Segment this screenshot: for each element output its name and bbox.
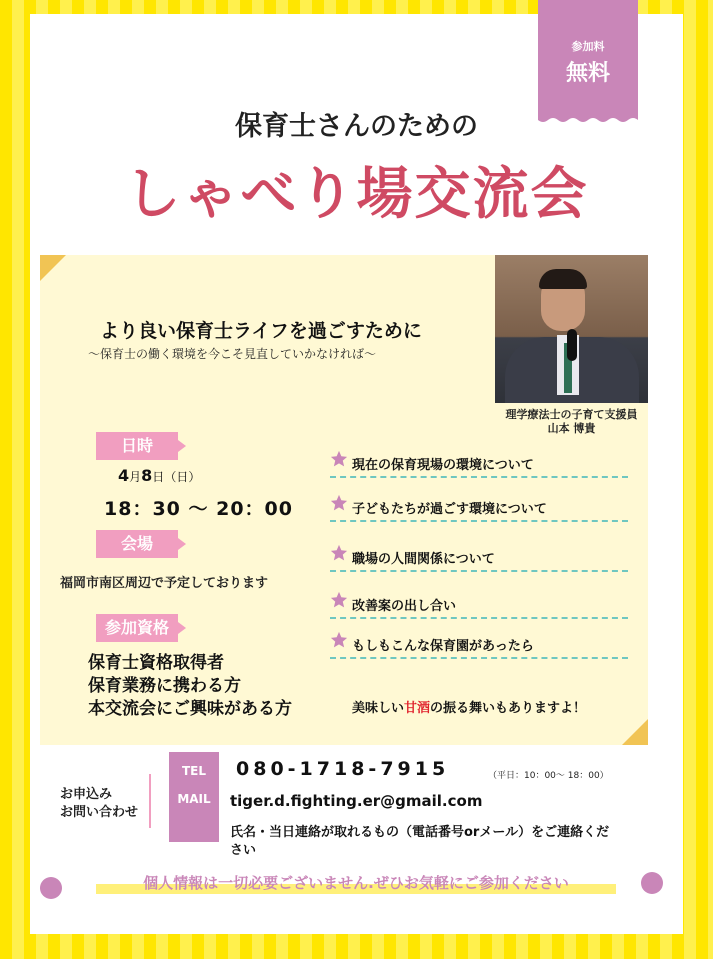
amazake-post: の振る舞いもありますよ！ xyxy=(430,701,587,716)
venue-label xyxy=(96,530,178,558)
corner-fold-bottom xyxy=(622,719,648,745)
datetime-label xyxy=(96,432,178,460)
topic-item xyxy=(330,452,628,478)
fee-value: 無料 xyxy=(565,61,610,86)
star-icon xyxy=(330,591,348,609)
datetime-label-text: 日時 xyxy=(120,436,153,455)
qualification-item: 本交流会にご興味がある方 xyxy=(88,699,292,719)
tel-label: TEL xyxy=(181,764,207,778)
venue-label-text: 会場 xyxy=(120,534,153,553)
topic-text: 改善案の出し合い xyxy=(352,599,457,614)
star-icon xyxy=(330,450,348,468)
corner-fold-top xyxy=(40,255,66,281)
amazake-highlight: 甘酒 xyxy=(404,701,431,716)
fee-label: 参加料 xyxy=(571,40,605,53)
qualification-item: 保育業務に携わる方 xyxy=(88,676,241,696)
contact-note: 氏名・当日連絡が取れるもの（電話番号orメール）をご連絡ください xyxy=(230,825,610,858)
free-badge xyxy=(538,0,638,118)
amazake-pre: 美味しい xyxy=(352,701,405,716)
theme-title: より良い保育士ライフを過ごすために xyxy=(100,320,422,342)
topic-text: 現在の保育現場の環境について xyxy=(352,458,534,473)
page-title: しゃべり場交流会 xyxy=(124,162,589,227)
date-weekday: （日） xyxy=(164,470,201,484)
qualification-item: 保育士資格取得者 xyxy=(88,653,224,673)
email-address[interactable]: tiger.d.fighting.er@gmail.com xyxy=(230,792,483,810)
date-month-unit: 月 xyxy=(129,470,142,484)
inquiry-line: お申込み xyxy=(60,787,113,802)
topic-item xyxy=(330,633,628,659)
tel-hours: （平日：10：00～ 18：00） xyxy=(488,771,609,781)
star-icon xyxy=(330,494,348,512)
qualification-list xyxy=(88,652,292,721)
event-date xyxy=(118,466,200,485)
topic-text: 職場の人間関係について xyxy=(352,552,495,567)
topic-text: 子どもたちが過ごす環境について xyxy=(352,502,547,517)
footer-text: 個人情報は一切必要ございません.ぜひお気軽にご参加ください xyxy=(143,874,569,892)
speaker-caption xyxy=(495,408,648,436)
speaker-name: 山本 博貴 xyxy=(547,422,596,435)
date-day-unit: 日 xyxy=(152,470,165,484)
qualification-label xyxy=(96,614,178,642)
mail-label: MAIL xyxy=(177,792,211,806)
tel-number[interactable]: 080-1718-7915 xyxy=(236,758,450,780)
inquiry-heading xyxy=(60,786,138,822)
event-time: 18：30 ～ 20：00 xyxy=(104,498,293,520)
topic-text: もしもこんな保育園があったら xyxy=(352,639,534,654)
date-day: 8 xyxy=(141,466,153,485)
amazake-note xyxy=(352,697,586,716)
topic-item xyxy=(330,593,628,619)
qualification-label-text: 参加資格 xyxy=(104,618,169,637)
pretitle: 保育士さんのための xyxy=(235,111,478,142)
theme-subtitle: ～保育士の働く環境を今こそ見直していかなければ～ xyxy=(88,347,377,361)
star-icon xyxy=(330,544,348,562)
decor-dot xyxy=(641,872,663,894)
venue-text: 福岡市南区周辺で予定しております xyxy=(60,576,269,591)
speaker-role: 理学療法士の子育て支援員 xyxy=(505,408,638,421)
decor-dot xyxy=(40,877,62,899)
footer-message xyxy=(96,872,616,893)
star-icon xyxy=(330,631,348,649)
date-month: 4 xyxy=(118,466,130,485)
contact-labels xyxy=(169,752,219,842)
inquiry-line: お問い合わせ xyxy=(60,805,139,820)
topic-item xyxy=(330,546,628,572)
divider xyxy=(149,774,151,828)
topic-item xyxy=(330,496,628,522)
speaker-photo xyxy=(495,255,648,403)
